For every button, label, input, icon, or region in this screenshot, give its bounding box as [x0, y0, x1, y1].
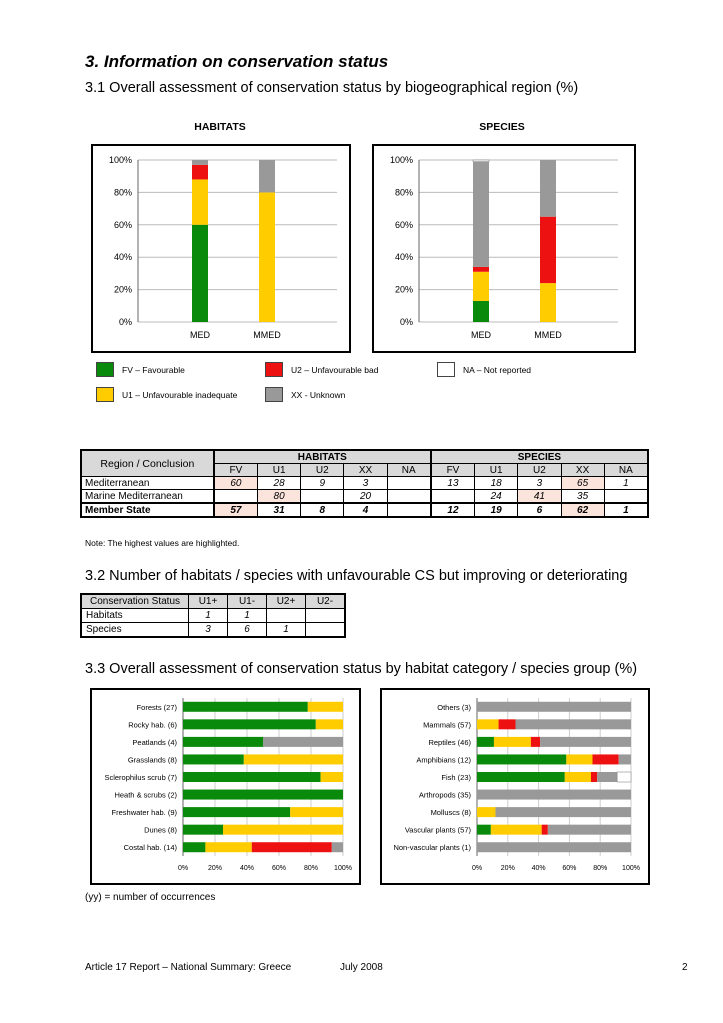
table1-cell: 62 [561, 503, 604, 517]
table1-cell [604, 490, 648, 504]
species-group-x-tick-label: 60% [562, 865, 577, 872]
legend-label-fv: FV – Favourable [122, 364, 185, 375]
legend-item-u1 [96, 387, 237, 402]
habitat-category-x-tick-label: 40% [239, 865, 255, 872]
habitats-region-y-tick-label: 60% [113, 219, 132, 230]
species-region-bar-mmed-u1 [540, 283, 556, 322]
habitat-category-category-label: Grasslands (8) [127, 755, 177, 765]
habitats-region-chart [91, 144, 351, 353]
species-region-chart [372, 144, 636, 353]
species-group-bar-segment-xx [548, 825, 631, 835]
legend-swatch-fv [96, 362, 114, 377]
species-group-bar-segment-fv [477, 754, 566, 764]
table1-row-label: Mediterranean [81, 477, 214, 490]
species-group-category-label: Others (3) [437, 702, 471, 712]
legend-item-u2 [265, 362, 378, 377]
table1-col-header: NA [604, 464, 648, 477]
legend-swatch-xx [265, 387, 283, 402]
table1-cell [214, 490, 258, 504]
table1-cell: 3 [518, 477, 561, 490]
table2-row-label: Habitats [81, 609, 189, 623]
habitat-category-bar-segment-u1 [308, 702, 343, 712]
habitat-category-x-tick-label: 60% [271, 865, 287, 872]
legend-swatch-u2 [265, 362, 283, 377]
table2-cell [267, 609, 306, 623]
habitats-region-y-tick-label: 80% [113, 187, 132, 198]
species-region-y-tick-label: 80% [394, 187, 413, 198]
table2-cell: 6 [228, 623, 267, 638]
habitats-region-bar-med-xx [192, 160, 208, 165]
species-group-bar-segment-xx [597, 772, 617, 782]
table2-cell: 3 [189, 623, 228, 638]
habitat-category-bar-segment-u1 [290, 807, 343, 817]
species-group-bar-segment-xx [516, 719, 632, 729]
species-chart-title: SPECIES [479, 121, 525, 133]
species-group-bar-segment-u2 [591, 772, 597, 782]
table1-col-header: FV [431, 464, 475, 477]
habitat-category-bar-segment-xx [263, 737, 343, 747]
species-group-category-label: Non-vascular plants (1) [393, 843, 471, 853]
habitats-region-y-tick-label: 0% [118, 317, 132, 327]
table2-cell [306, 609, 346, 623]
table1-col-header: U1 [475, 464, 518, 477]
table2-cell: 1 [267, 623, 306, 638]
table1-row-label: Marine Mediterranean [81, 490, 214, 504]
table2-row-label: Species [81, 623, 189, 638]
table2-cell [306, 623, 346, 638]
species-group-bar-segment-xx [477, 790, 631, 800]
habitat-category-bar-segment-fv [183, 825, 223, 835]
species-region-y-tick-label: 40% [394, 252, 413, 263]
table1-col-header: FV [214, 464, 258, 477]
species-group-bar-segment-u2 [499, 719, 516, 729]
habitat-category-bar-segment-xx [332, 842, 343, 852]
legend-item-xx [265, 387, 345, 402]
species-region-bar-med-u1 [473, 272, 489, 301]
species-group-category-label: Vascular plants (57) [404, 825, 471, 835]
section-title: 3. Information on conservation status [85, 52, 389, 71]
species-group-bar-segment-xx [619, 754, 631, 764]
habitats-region-y-tick-label: 40% [113, 252, 132, 263]
subsection-3-1-title: 3.1 Overall assessment of conservation status by biogeographical region (%) [85, 80, 579, 96]
legend-label-u1: U1 – Unfavourable inadequate [122, 389, 238, 400]
table1-col-header: XX [561, 464, 604, 477]
habitat-category-category-label: Peatlands (4) [132, 737, 177, 747]
table1-cell [387, 503, 431, 517]
habitat-category-bar-segment-fv [183, 790, 343, 800]
species-region-bar-med-fv [473, 301, 489, 322]
species-region-bar-mmed-xx [540, 160, 556, 217]
table1-cell: 1 [604, 503, 648, 517]
legend-swatch-u1 [96, 387, 114, 402]
habitats-region-y-tick-label: 20% [113, 284, 132, 295]
table2-col-header: Conservation Status [81, 594, 189, 609]
table1-cell: 65 [561, 477, 604, 490]
species-group-category-label: Fish (23) [441, 773, 471, 782]
table1-cell: 80 [258, 490, 301, 504]
habitat-category-x-tick-label: 20% [207, 865, 223, 872]
species-group-bar-segment-u2 [542, 825, 548, 835]
table1-cell: 9 [301, 477, 344, 490]
subsection-3-2-title: 3.2 Number of habitats / species with unfavourable CS but improving or deteriorating [85, 568, 628, 584]
legend-swatch-na [437, 362, 455, 377]
species-group-bar-segment-xx [477, 702, 631, 712]
table2-col-header: U1- [228, 594, 267, 609]
species-region-y-tick-label: 60% [394, 219, 413, 230]
region-conclusion-header: Region / Conclusion [81, 450, 214, 477]
table1-row-label: Member State [81, 503, 214, 517]
habitat-category-chart [90, 688, 361, 885]
species-group-x-tick-label: 20% [500, 865, 515, 872]
table1-cell: 12 [431, 503, 475, 517]
species-region-x-tick-label: MED [471, 330, 491, 340]
habitat-category-category-label: Heath & scrubs (2) [114, 790, 177, 800]
table1-species-header: SPECIES [431, 450, 648, 464]
habitat-category-bar-segment-fv [183, 807, 290, 817]
habitat-category-x-tick-label: 80% [303, 865, 319, 872]
habitat-category-bar-segment-fv [183, 737, 263, 747]
species-region-x-tick-label: MMED [534, 330, 562, 340]
table1-cell: 6 [518, 503, 561, 517]
species-group-bar-segment-xx [477, 842, 631, 852]
species-group-bar-segment-xx [495, 807, 631, 817]
habitat-category-bar-segment-u1 [244, 754, 343, 764]
footer-page-number: 2 [682, 962, 688, 973]
table1-cell: 31 [258, 503, 301, 517]
habitats-region-bar-med-fv [192, 225, 208, 322]
habitat-category-category-label: Forests (27) [136, 702, 177, 712]
species-group-bar-segment-u2 [531, 737, 540, 747]
habitat-category-bar-segment-u2 [252, 842, 332, 852]
table2-col-header: U1+ [189, 594, 228, 609]
habitat-category-bar-segment-u1 [205, 842, 251, 852]
species-region-bar-med-na [473, 160, 489, 162]
species-group-category-label: Arthropods (35) [418, 790, 471, 800]
table1-cell: 20 [344, 490, 387, 504]
habitat-category-bar-segment-u1 [223, 825, 343, 835]
species-group-category-label: Mammals (57) [423, 720, 471, 730]
species-group-x-tick-label: 40% [531, 865, 546, 872]
habitat-category-category-label: Sclerophilus scrub (7) [104, 773, 177, 782]
legend-item-na [437, 362, 531, 377]
legend-label-na: NA – Not reported [463, 364, 532, 375]
table1-cell: 8 [301, 503, 344, 517]
habitats-chart-title: HABITATS [194, 121, 246, 133]
species-group-category-label: Reptiles (46) [428, 737, 471, 747]
species-region-y-tick-label: 100% [389, 155, 413, 165]
table1-cell [387, 477, 431, 490]
table1-cell: 35 [561, 490, 604, 504]
species-group-bar-segment-fv [477, 772, 565, 782]
habitats-region-x-tick-label: MED [190, 330, 210, 340]
table-note: Note: The highest values are highlighted. [85, 538, 240, 548]
habitats-region-chart-svg [93, 146, 349, 351]
species-group-bar-segment-fv [477, 737, 494, 747]
table1-cell [431, 490, 475, 504]
habitat-category-bar-segment-fv [183, 719, 316, 729]
table1-col-header: XX [344, 464, 387, 477]
table1-cell: 28 [258, 477, 301, 490]
conservation-status-by-region-table [80, 449, 649, 518]
table1-cell: 41 [518, 490, 561, 504]
habitat-category-category-label: Dunes (8) [144, 825, 177, 835]
habitat-category-bar-segment-u1 [316, 719, 343, 729]
habitat-category-bar-segment-fv [183, 842, 205, 852]
habitats-region-bar-mmed-xx [259, 160, 275, 192]
species-region-bar-mmed-u2 [540, 217, 556, 283]
table1-col-header: U2 [301, 464, 344, 477]
table2-col-header: U2- [306, 594, 346, 609]
species-region-y-tick-label: 0% [399, 317, 413, 327]
species-group-x-tick-label: 0% [471, 865, 483, 872]
species-group-bar-segment-fv [477, 825, 491, 835]
habitats-region-bar-med-u2 [192, 165, 208, 180]
table1-cell: 1 [604, 477, 648, 490]
table1-col-header: U2 [518, 464, 561, 477]
habitat-category-x-tick-label: 0% [177, 865, 189, 872]
species-group-chart-svg [382, 690, 648, 883]
table2-cell: 1 [228, 609, 267, 623]
legend-label-u2: U2 – Unfavourable bad [291, 364, 379, 375]
footer-date: July 2008 [340, 962, 383, 973]
table1-col-header: U1 [258, 464, 301, 477]
table1-cell: 18 [475, 477, 518, 490]
species-group-bar-segment-xx [540, 737, 631, 747]
habitat-category-chart-svg [92, 690, 359, 883]
species-group-category-label: Molluscs (8) [430, 808, 471, 818]
species-group-bar-segment-u1 [477, 719, 499, 729]
habitats-region-bar-mmed-u1 [259, 192, 275, 322]
habitats-region-y-tick-label: 100% [108, 155, 132, 165]
species-group-x-tick-label: 100% [622, 865, 640, 872]
footer-report-title: Article 17 Report – National Summary: Greece [85, 962, 292, 973]
table1-cell [387, 490, 431, 504]
table1-cell: 24 [475, 490, 518, 504]
table2-cell: 1 [189, 609, 228, 623]
table1-cell [301, 490, 344, 504]
habitat-category-category-label: Costal hab. (14) [123, 843, 177, 853]
table1-cell: 60 [214, 477, 258, 490]
habitat-category-bar-segment-fv [183, 754, 244, 764]
species-group-bar-segment-u1 [477, 807, 495, 817]
habitat-category-x-tick-label: 100% [334, 865, 352, 872]
table1-cell: 57 [214, 503, 258, 517]
species-group-bar-segment-u1 [565, 772, 591, 782]
species-group-bar-segment-u1 [491, 825, 542, 835]
species-region-bar-med-u2 [473, 267, 489, 272]
table1-cell: 19 [475, 503, 518, 517]
legend-item-fv [96, 362, 185, 377]
table1-cell: 13 [431, 477, 475, 490]
table2-col-header: U2+ [267, 594, 306, 609]
table1-cell: 3 [344, 477, 387, 490]
unfavourable-trend-table [80, 593, 346, 638]
species-region-chart-svg [374, 146, 634, 351]
species-group-chart [380, 688, 650, 885]
species-group-bar-segment-u1 [566, 754, 592, 764]
species-group-category-label: Amphibians (12) [416, 755, 471, 765]
habitat-category-bar-segment-fv [183, 772, 321, 782]
habitats-region-bar-med-u1 [192, 179, 208, 224]
species-region-y-tick-label: 20% [394, 284, 413, 295]
habitat-category-bar-segment-u1 [321, 772, 343, 782]
occurrences-note: (yy) = number of occurrences [85, 892, 216, 903]
species-group-bar-segment-na [617, 772, 631, 782]
habitat-category-category-label: Rocky hab. (6) [128, 720, 177, 730]
table1-col-header: NA [387, 464, 431, 477]
species-group-bar-segment-u2 [593, 754, 619, 764]
habitats-region-x-tick-label: MMED [253, 330, 281, 340]
species-region-bar-med-xx [473, 162, 489, 267]
table1-habitats-header: HABITATS [214, 450, 431, 464]
subsection-3-3-title: 3.3 Overall assessment of conservation status by habitat category / species group (%) [85, 661, 638, 677]
legend-label-xx: XX - Unknown [291, 389, 346, 400]
habitat-category-category-label: Freshwater hab. (9) [111, 808, 177, 818]
table1-cell: 4 [344, 503, 387, 517]
species-group-x-tick-label: 80% [593, 865, 608, 872]
habitat-category-bar-segment-fv [183, 702, 308, 712]
species-group-bar-segment-u1 [494, 737, 531, 747]
